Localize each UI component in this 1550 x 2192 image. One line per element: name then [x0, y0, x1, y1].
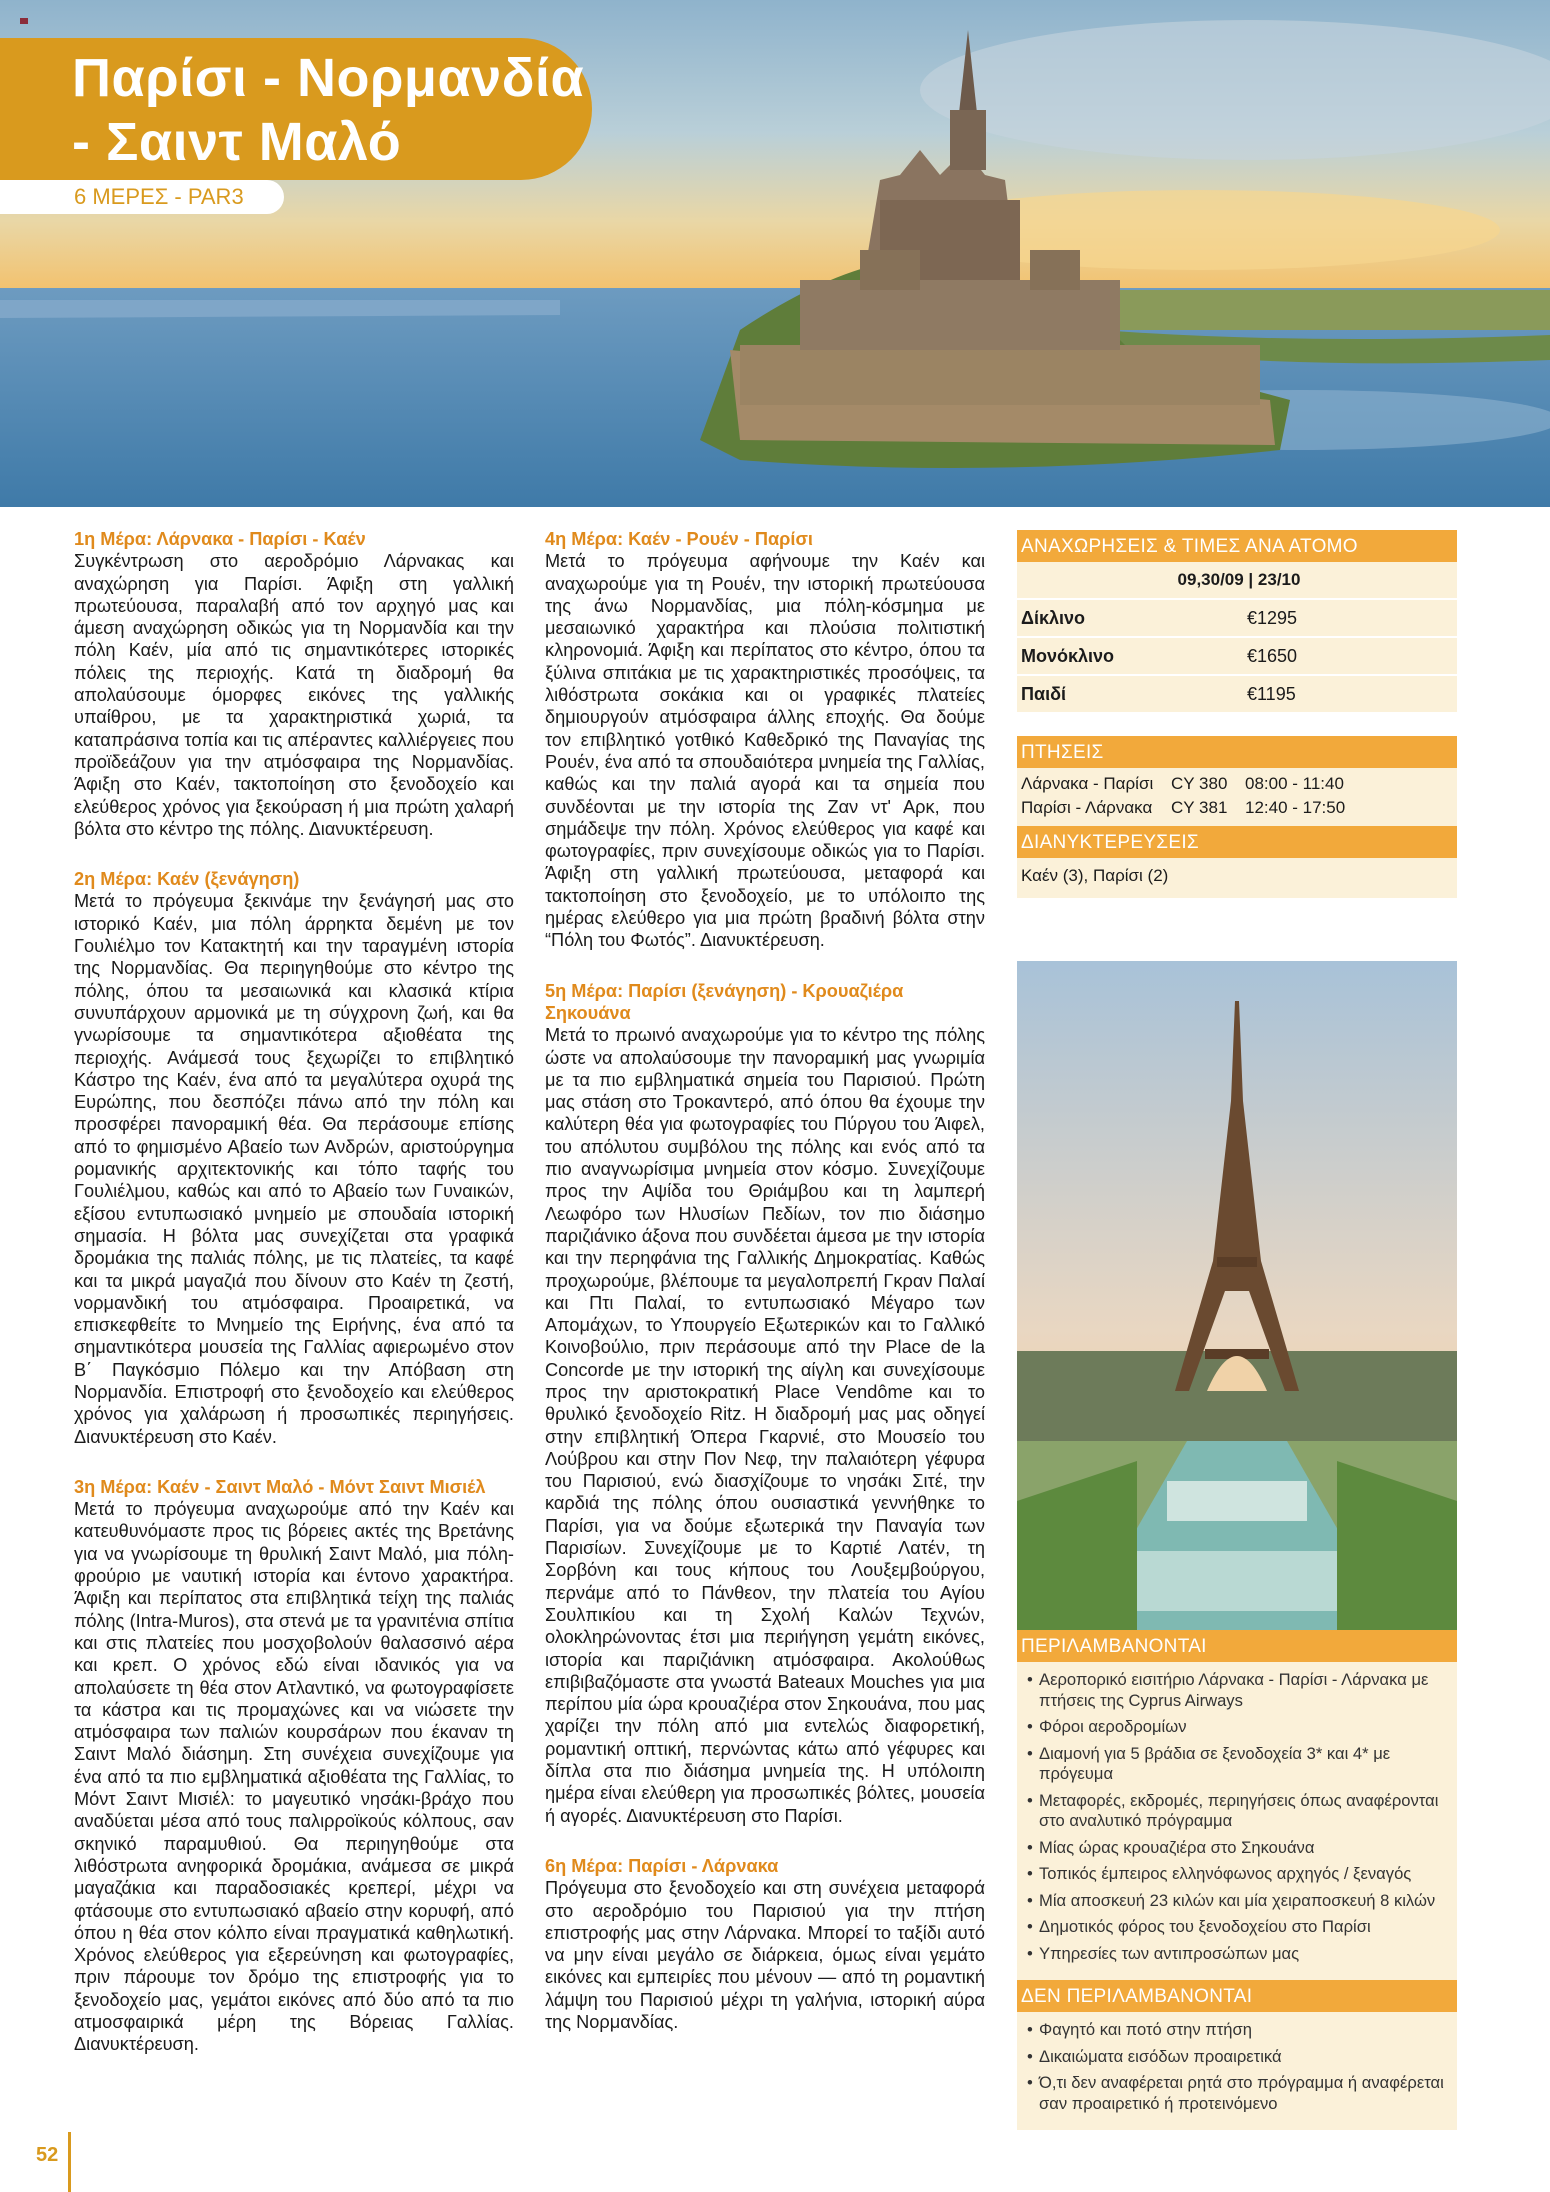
list-item: • Δικαιώματα εισόδων προαιρετικά: [1027, 2047, 1451, 2068]
flights-heading: ΠΤΗΣΕΙΣ: [1017, 736, 1457, 768]
day-text: Μετά το πρωινό αναχωρούμε για το κέντρο της πόλης ώστε να απολαύσουμε την πανοραμική μας γνωριμία με τα πιο εμβληματικά σημεία του Παρισιού. Πρώτη μας στάση στο Τροκαντερό, από όπου θα έχουμε την καλύτερη θέα για φωτογραφίες του Πύργου του Άιφελ, του απόλυτου συμβόλου της πόλης και ενός από τα πιο αναγνωρίσιμα μνημεία στον κόσμο. Συνεχίζουμε προς την Αψίδα του Θριάμβου και τη λαμπερή Λεωφόρο των Ηλυσίων Πεδίων, τον πιο διάσημο παριζιάνικο άξονα που συνδέεται άμεσα με την ιστορία και την περηφάνια της Γαλλικής Δημοκρατίας. Καθώς προχωρούμε, βλέπουμε τα μεγαλοπρεπή Γκραν Παλαί και Πτι Παλαί, το εντυπωσιακό Μέγαρο των Απομάχων, το Υπουργείο Εξωτερικών και το Γαλλικό Κοινοβούλιο, πριν περάσουμε από την Place de la Concorde με την ιστορική της αίγλη και συνεχίσουμε προς την αριστοκρατική Place Vendôme και το θρυλικό ξενοδοχείο Ritz. Η διαδρομή μας μας οδηγεί στην επιβλητική Όπερα Γκαρνιέ, στο Μουσείο του Λούβρου και στην Πον Νεφ, την παλαιότερη γέφυρα του Παρισιού, ενώ διασχίζουμε το νησάκι Σιτέ, την καρδιά της πόλης όπου ουσιαστικά γεννήθηκε το Παρίσι, για να δούμε εξωτερικά την Παναγία των Παρισίων. Συνεχίζουμε με το Καρτιέ Λατέν, τη Σορβόνη και τους κήπους του Λουξεμβούργου, περνάμε από το Πάνθεον, την πλατεία του Αγίου Σουλπικίου και τη Σχολή Καλών Τεχνών, ολοκληρώνοντας έτσι μια περιήγηση γεμάτη εικόνες, ιστορία και παριζιάνικη ατμόσφαιρα. Ακολούθως επιβιβαζόμαστε στα γνωστά Bateaux Mouches για μια περίπου μία ώρα κρουαζιέρα στον Σηκουάνα, που μας χαρίζει την πόλη από μια εντελώς διαφορετική, ρομαντική οπτική, περνώντας κάτω από γέφυρες και δίπλα στα πιο διάσημα μνημεία της. Η υπόλοιπη ημέρα είναι ελεύθερη για προσωπικές βόλτες, μουσεία ή αγορές. Διανυκτέρευση στο Παρίσι.: [545, 1025, 985, 1826]
flight-row: [1021, 796, 1453, 820]
inclusions-panel: [1017, 1630, 1457, 2130]
overnights-text: Καέν (3), Παρίσι (2): [1021, 866, 1169, 885]
tour-duration-code: 6 ΜΕΡΕΣ - PAR3: [74, 184, 244, 209]
list-item: • Δημοτικός φόρος του ξενοδοχείου στο Παρίσι: [1027, 1917, 1451, 1938]
table-row: [1017, 675, 1457, 713]
title-line-1: Παρίσι - Νορμανδία: [72, 48, 585, 108]
day-6: [545, 1855, 985, 2033]
room-type: Παιδί: [1017, 675, 1243, 713]
flight-route: Λάρνακα - Παρίσι: [1021, 774, 1154, 793]
day-heading: 3η Μέρα: Καέν - Σαιντ Μαλό - Μόντ Σαιντ Μισιέλ: [74, 1476, 486, 1497]
day-heading: 2η Μέρα: Καέν (ξενάγηση): [74, 869, 300, 890]
list-item: • Αεροπορικό εισιτήριο Λάρνακα - Παρίσι - Λάρνακα με πτήσεις της Cyprus Airways: [1027, 1670, 1451, 1711]
list-item: • Μίας ώρας κρουαζιέρα στο Σηκουάνα: [1027, 1838, 1451, 1859]
day-text: Πρόγευμα στο ξενοδοχείο και στη συνέχεια μεταφορά στο αεροδρόμιο του Παρισιού για την πτήση επιστροφής μας στην Λάρνακα. Μπορεί το ταξίδι αυτό να μην είναι μεγάλο σε διάρκεια, όμως είναι γεμάτο εικόνες και εμπειρίες που μένουν — από τη ρομαντική λάμψη του Παρισιού μέχρι τη γαλήνια, ιστορική αύρα της Νορμανδίας.: [545, 1878, 985, 2032]
not-included-heading: ΔΕΝ ΠΕΡΙΛΑΜΒΑΝΟΝΤΑΙ: [1017, 1980, 1457, 2012]
day-heading: 4η Μέρα: Καέν - Ρουέν - Παρίσι: [545, 529, 813, 549]
flight-row: [1021, 772, 1453, 796]
overnights-heading: ΔΙΑΝΥΚΤΕΡΕΥΣΕΙΣ: [1017, 826, 1457, 858]
day-heading: 5η Μέρα: Παρίσι (ξενάγηση) - Κρουαζιέρα Σηκουάνα: [545, 980, 904, 1023]
day-heading: 6η Μέρα: Παρίσι - Λάρνακα: [545, 1855, 779, 1876]
list-item: • Φαγητό και ποτό στην πτήση: [1027, 2020, 1451, 2041]
list-item: • Διαμονή για 5 βράδια σε ξενοδοχεία 3* και 4* με πρόγευμα: [1027, 1744, 1451, 1785]
title-line-2: - Σαιντ Μαλό: [72, 112, 402, 172]
eiffel-tower-photo: [1017, 961, 1457, 1633]
day-text: Μετά το πρόγευμα αναχωρούμε από την Καέν και κατευθυνόμαστε προς τις βόρειες ακτές της Βρετάνης για να γνωρίσουμε τη θρυλική Σαιντ Μαλό, μια πόλη-φρούριο με ναυτική ιστορία και έντονο χαρακτήρα. Άφιξη και περίπατος στα επιβλητικά τείχη της παλιάς πόλης (Intra-Muros), στα στενά με τα γρανιτένια σπίτια και στις πλατείες που μοσχοβολούν θαλασσινό αέρα και κρεπ. Ο χρόνος εδώ είναι ιδανικός για να απολαύσετε τη θέα στον Ατλαντικό, να φωτογραφίσετε τα κάστρα και τις προμαχώνες και να νιώσετε την ατμόσφαιρα των παλιών κουρσάρων που έκαναν τη Σαιντ Μαλό διάσημη. Στη συνέχεια συνεχίζουμε για ένα από τα πιο εμβληματικά αξιοθέατα της Γαλλίας, το Μόντ Σαιντ Μισιέλ: το μαγευτικό νησάκι-βράχο που αναδύεται μέσα από τους παλιρροϊκούς κόλπους, σαν σκηνικό παραμυθιού. Θα περιηγηθούμε στα λιθόστρωτα ανηφορικά δρομάκια, ανάμεσα σε μικρά μαγαζάκια και παραδοσιακές κρεπερί, μέχρι να φτάσουμε στο εντυπωσιακό αβαείο στην κορυφή, από όπου η θέα στον κόλπο είναι πραγματικά καθηλωτική. Χρόνος ελεύθερος για εξερεύνηση και φωτογραφίες, πριν πάρουμε τον δρόμο της επιστροφής για το ξενοδοχείο μας, γεμάτοι εικόνες από δύο από τα πιο ατμοσφαιρικά μέρη της Βόρειας Γαλλίας. Διανυκτέρευση.: [74, 1499, 514, 2055]
day-text: Μετά το πρόγευμα ξεκινάμε την ξενάγησή μας στο ιστορικό Καέν, μια πόλη άρρηκτα δεμένη με τον Γουλιέλμο τον Κατακτητή και την ταραγμένη ιστορία της Νορμανδίας. Θα περιηγηθούμε στο κέντρο της πόλης, όπου τα μεσαιωνικά και κλασικά κτίρια συνυπάρχουν αρμονικά με τη σύγχρονη ζωή, και θα γνωρίσουμε τα σημαντικότερα αξιοθέατα της περιοχής. Ανάμεσά τους ξεχωρίζει το επιβλητικό Κάστρο της Καέν, ένα από τα μεγαλύτερα οχυρά της Ευρώπης, που δεσπόζει πάνω από την πόλη και προσφέρει πανοραμική θέα. Θα περάσουμε επίσης από το φημισμένο Αβαείο των Ανδρών, αριστούργημα ρομανικής αρχιτεκτονικής και τόπο ταφής του Γουλιέλμου, καθώς και από το Αβαείο των Γυναικών, εξίσου εντυπωσιακό μνημείο με σπουδαία ιστορική σημασία. Η βόλτα μας συνεχίζεται στα γραφικά δρομάκια της παλιάς πόλης, με τις πλατείες, τα καφέ και τα μικρά μαγαζιά που δίνουν στο Καέν τη ζεστή, νορμανδική του ατμόσφαιρα. Προαιρετικά, να επισκεφθείτε το Μνημείο της Ειρήνης, ένα από τα σημαντικότερα μουσεία της Γαλλίας αφιερωμένο στον Β΄ Παγκόσμιο Πόλεμο και την Απόβαση στη Νορμανδία. Επιστροφή στο ξενοδοχείο και ελεύθερος χρόνος για χαλάρωση ή προσωπικές περιηγήσεις. Διανυκτέρευση στο Καέν.: [74, 891, 514, 1447]
list-item: • Μία αποσκευή 23 κιλών και μία χειραποσκευή 8 κιλών: [1027, 1891, 1451, 1912]
flight-time: 12:40 - 17:50: [1245, 798, 1346, 817]
list-item: • Μεταφορές, εκδρομές, περιηγήσεις όπως αναφέρονται στο αναλυτικό πρόγραμμα: [1027, 1791, 1451, 1832]
flights-list: [1017, 768, 1457, 826]
itinerary-column-2: [545, 528, 985, 2061]
itinerary-column-1: [74, 528, 514, 2084]
included-heading: ΠΕΡΙΛΑΜΒΑΝΟΝΤΑΙ: [1017, 1630, 1457, 1662]
flag-icon: [20, 18, 28, 24]
list-item: • Τοπικός έμπειρος ελληνόφωνος αρχηγός / ξεναγός: [1027, 1864, 1451, 1885]
included-list: [1017, 1662, 1457, 1980]
table-row: [1017, 599, 1457, 637]
list-item: • Υπηρεσίες των αντιπροσώπων μας: [1027, 1944, 1451, 1965]
day-5: [545, 980, 985, 1827]
day-1: [74, 528, 514, 840]
not-included-list: [1017, 2012, 1457, 2130]
page-number: 52: [36, 2144, 59, 2166]
day-3: [74, 1476, 514, 2056]
list-item: • Ό,τι δεν αναφέρεται ρητά στο πρόγραμμα ή αναφέρεται σαν προαιρετικό ή προτεινόμενο: [1027, 2073, 1451, 2114]
page-title: [72, 46, 584, 174]
room-type: Μονόκλινο: [1017, 637, 1243, 675]
page-number-rule: [68, 2132, 71, 2192]
flight-time: 08:00 - 11:40: [1245, 774, 1344, 793]
room-price: €1295: [1243, 599, 1457, 637]
departure-dates: 09,30/09 | 23/10: [1017, 562, 1457, 599]
day-heading: 1η Μέρα: Λάρνακα - Παρίσι - Καέν: [74, 529, 366, 549]
list-item: • Φόροι αεροδρομίων: [1027, 1717, 1451, 1738]
table-row: [1017, 637, 1457, 675]
room-price: €1650: [1243, 637, 1457, 675]
flight-route: Παρίσι - Λάρνακα: [1021, 798, 1153, 817]
price-table: [1017, 562, 1457, 714]
info-sidebar: [1017, 530, 1457, 898]
flight-code: CY 381: [1171, 798, 1228, 817]
pricing-heading: ΑΝΑΧΩΡΗΣΕΙΣ & ΤΙΜΕΣ ΑΝΑ ΑΤΟΜΟ: [1017, 530, 1457, 562]
room-type: Δίκλινο: [1017, 599, 1243, 637]
day-text: Μετά το πρόγευμα αφήνουμε την Καέν και αναχωρούμε για τη Ρουέν, την ιστορική πρωτεύουσα της άνω Νορμανδίας, μια πόλη-κόσμημα με μεσαιωνικό χαρακτήρα και πλούσια πολιτιστική κληρονομιά. Άφιξη και περίπατος στο κέντρο, όπου τα ξύλινα σπιτάκια με τις χαρακτηριστικές προσόψεις, τα λιθόστρωτα σοκάκια και οι γραφικές πλατείες δημιουργούν ατμόσφαιρα άλλης εποχής. Θα δούμε τον επιβλητικό γοτθικό Καθεδρικό της Παναγίας της Ρουέν, ένα από τα σπουδαιότερα μνημεία της Γαλλίας, καθώς και την παλιά αγορά και τα σημεία που συνδέονται με την ιστορία της Ζαν ντ' Αρκ, που σημάδεψε την πόλη. Χρόνος ελεύθερος για καφέ και φωτογραφίες, πριν συνεχίσουμε οδικώς για το Παρίσι. Άφιξη στη γαλλική πρωτεύουσα, μεταφορά και τακτοποίηση στο ξενοδοχείο, με το υπόλοιπο της ημέρας ελεύθερο για μια πρώτη βραδινή βόλτα στην “Πόλη του Φωτός”. Διανυκτέρευση.: [545, 551, 985, 951]
day-2: [74, 868, 514, 1448]
day-4: [545, 528, 985, 952]
room-price: €1195: [1243, 675, 1457, 713]
flight-code: CY 380: [1171, 774, 1228, 793]
day-text: Συγκέντρωση στο αεροδρόμιο Λάρνακας και αναχώρηση για Παρίσι. Άφιξη στη γαλλική πρωτεύουσα, παραλαβή από τον αρχηγό μας και άμεση αναχώρηση οδικώς για τη Νορμανδία και την πόλη Καέν, μία από τις σημαντικότερες ιστορικές πόλεις της περιοχής. Κατά τη διαδρομή θα απολαύσουμε όμορφες εικόνες της γαλλικής υπαίθρου, με τα χαρακτηριστικά χωριά, τα καταπράσινα τοπία και τις απέραντες καλλιέργειες που προϊδεάζουν για την ατμόσφαιρα της Νορμανδίας. Άφιξη στο Καέν, τακτοποίηση στο ξενοδοχείο και ελεύθερος χρόνος για ξεκούραση ή μια πρώτη χαλαρή βόλτα στο κέντρο της πόλης. Διανυκτέρευση.: [74, 551, 514, 839]
